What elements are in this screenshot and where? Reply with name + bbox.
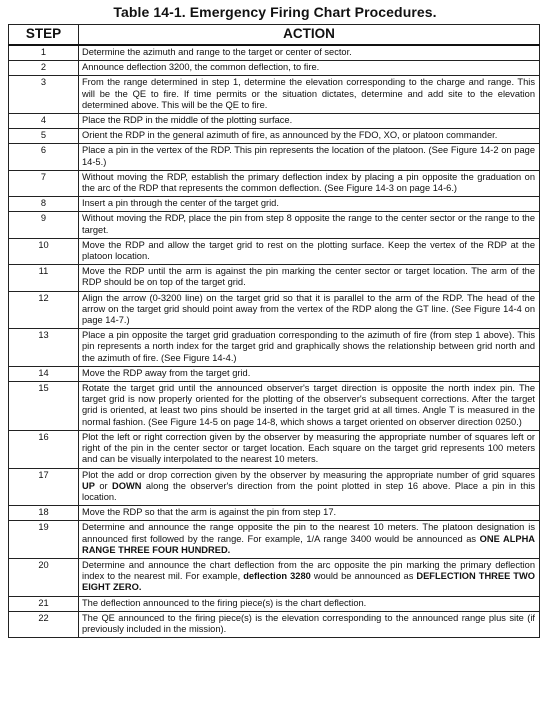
step-number: 14: [9, 366, 79, 381]
step-action: [79, 366, 540, 381]
step-action: [79, 430, 540, 468]
table-row: [9, 144, 540, 170]
table-row: [9, 468, 540, 506]
table-row: [9, 611, 540, 637]
step-number: 16: [9, 430, 79, 468]
table-row: [9, 521, 540, 559]
action-emphasis: deflection 3280: [243, 571, 311, 582]
step-number: 1: [9, 45, 79, 61]
step-action: [79, 596, 540, 611]
action-emphasis: ONE ALPHA RANGE THREE FOUR HUNDRED.: [82, 533, 536, 555]
action-emphasis: DOWN: [112, 480, 142, 491]
step-action: [79, 521, 540, 559]
step-action: [79, 382, 540, 431]
table-row: [9, 129, 540, 144]
action-text: Place the RDP in the middle of the plotting surface.: [82, 115, 293, 126]
step-action: [79, 291, 540, 329]
step-number: 2: [9, 61, 79, 76]
action-text: Orient the RDP in the general azimuth of fire, as announced by the FDO, XO, or platoon commander.: [82, 130, 498, 141]
table-row: [9, 170, 540, 196]
table-row: [9, 291, 540, 329]
table-row: [9, 329, 540, 367]
table-row: [9, 596, 540, 611]
step-number: 21: [9, 596, 79, 611]
step-number: 12: [9, 291, 79, 329]
action-text: would be announced as: [310, 571, 417, 582]
action-text: Move the RDP away from the target grid.: [82, 367, 251, 378]
action-text: From the range determined in step 1, determine the elevation corresponding to the charge and range. This will be the QE to fire. If time permits or the situation dictates, determine and add site to the elevation determined above. This will be the QE to fire.: [82, 77, 535, 110]
table-row: [9, 114, 540, 129]
action-text: Insert a pin through the center of the target grid.: [82, 198, 279, 209]
table-row: [9, 212, 540, 238]
step-number: 9: [9, 212, 79, 238]
action-text: Announce deflection 3200, the common deflection, to fire.: [82, 62, 320, 73]
step-number: 5: [9, 129, 79, 144]
table-row: [9, 366, 540, 381]
table-row: [9, 506, 540, 521]
action-text: The deflection announced to the firing piece(s) is the chart deflection.: [82, 597, 367, 608]
step-number: 7: [9, 170, 79, 196]
action-emphasis: DEFLECTION THREE TWO EIGHT ZERO.: [82, 571, 535, 593]
procedures-table: [8, 24, 540, 638]
table-row: [9, 61, 540, 76]
step-number: 13: [9, 329, 79, 367]
table-row: [9, 45, 540, 61]
step-action: [79, 45, 540, 61]
action-text: Determine and announce the range opposite the pin to the nearest 10 meters. The platoon designation is announced first followed by the range. For example, 1/A range 3400 would be announced as: [82, 522, 535, 544]
action-text: Place a pin opposite the target grid graduation corresponding to the azimuth of fire (from step 1 above). This pin represents a north index for the target grid and graphically shows the relationship between grid north and the azimuth of fire. (See Figure 14-4.): [82, 330, 535, 363]
action-text: Move the RDP until the arm is against the pin marking the center sector or target location. The arm of the RDP should be on top of the target grid.: [82, 266, 535, 288]
step-number: 3: [9, 76, 79, 114]
step-action: [79, 76, 540, 114]
table-title: Table 14-1. Emergency Firing Chart Procedures.: [113, 4, 437, 20]
step-action: [79, 61, 540, 76]
table-row: [9, 265, 540, 291]
step-action: [79, 212, 540, 238]
table-row: [9, 76, 540, 114]
step-action: [79, 114, 540, 129]
action-column-header: ACTION: [79, 25, 540, 46]
table-row: [9, 238, 540, 264]
step-number: 8: [9, 197, 79, 212]
action-text: Without moving the RDP, place the pin from step 8 opposite the range to the center sector or the range to the target.: [82, 213, 535, 235]
step-action: [79, 468, 540, 506]
step-number: 6: [9, 144, 79, 170]
table-header-row: [9, 25, 540, 46]
table-row: [9, 382, 540, 431]
action-text: Determine and announce the chart deflection from the arc opposite the pin marking the primary deflection index to the nearest mil. For example,: [82, 559, 535, 582]
step-action: [79, 506, 540, 521]
step-number: 10: [9, 238, 79, 264]
step-number: 19: [9, 521, 79, 559]
step-action: [79, 265, 540, 291]
action-text: Place a pin in the vertex of the RDP. This pin represents the location of the platoon. (See Figure 14-2 on page 14-5.): [82, 145, 535, 167]
table-row: [9, 430, 540, 468]
step-number: 18: [9, 506, 79, 521]
step-number: 11: [9, 265, 79, 291]
step-action: [79, 170, 540, 196]
table-body: [9, 45, 540, 638]
step-action: [79, 329, 540, 367]
action-text: Rotate the target grid until the announced observer's target direction is opposite the north index pin. The target grid is now properly oriented for the plotting of the observer's subsequent corrections. After the target grid is oriented, at least two pins should be inserted in the target grid at all times. Angle T is measured in the normal fashion. (See Figure 14-5 on page 14-8, which shows a target oriented on observer direction 0250.): [82, 383, 535, 427]
step-action: [79, 129, 540, 144]
action-text: along the observer's direction from the point plotted in step 16 above. Place a pin in this location.: [82, 480, 535, 502]
action-text: Move the RDP and allow the target grid to rest on the plotting surface. Keep the vertex of the RDP at the platoon location.: [82, 239, 535, 262]
step-action: [79, 611, 540, 637]
table-row: [9, 558, 540, 596]
step-action: [79, 197, 540, 212]
action-text: Without moving the RDP, establish the primary deflection index by placing a pin opposite the graduation on the arc of the RDP that represents the common deflection. (See Figure 14-3 on page 14-6.): [82, 171, 535, 194]
action-text: Plot the left or right correction given by the observer by measuring the appropriate number of squares left or right of the pin in the center sector or target location. Each square on the target grid represents 100 meters and can be visually interpolated to the nearest 10 meters.: [82, 431, 535, 465]
action-text: The QE announced to the firing piece(s) is the elevation corresponding to the announced range plus site (if previously included in the mission).: [82, 612, 535, 634]
step-column-header: STEP: [9, 25, 79, 46]
action-text: Move the RDP so that the arm is against the pin from step 17.: [82, 507, 337, 518]
table-row: [9, 197, 540, 212]
step-number: 15: [9, 382, 79, 431]
step-number: 22: [9, 611, 79, 637]
step-action: [79, 144, 540, 170]
step-action: [79, 558, 540, 596]
step-number: 4: [9, 114, 79, 129]
step-number: 20: [9, 558, 79, 596]
action-text: Align the arrow (0-3200 line) on the target grid so that it is parallel to the arm of the RDP. The head of the arrow on the target grid should point away from the vertex of the RDP along the GT line. (See Figure 14-4 on page 14-7.): [82, 292, 535, 326]
action-text: Determine the azimuth and range to the target or center of sector.: [82, 47, 352, 57]
action-text: or: [94, 480, 113, 491]
step-number: 17: [9, 468, 79, 506]
action-text: Plot the add or drop correction given by the observer by measuring the appropriate number of grid squares: [82, 469, 535, 480]
step-action: [79, 238, 540, 264]
action-emphasis: UP: [82, 480, 95, 491]
